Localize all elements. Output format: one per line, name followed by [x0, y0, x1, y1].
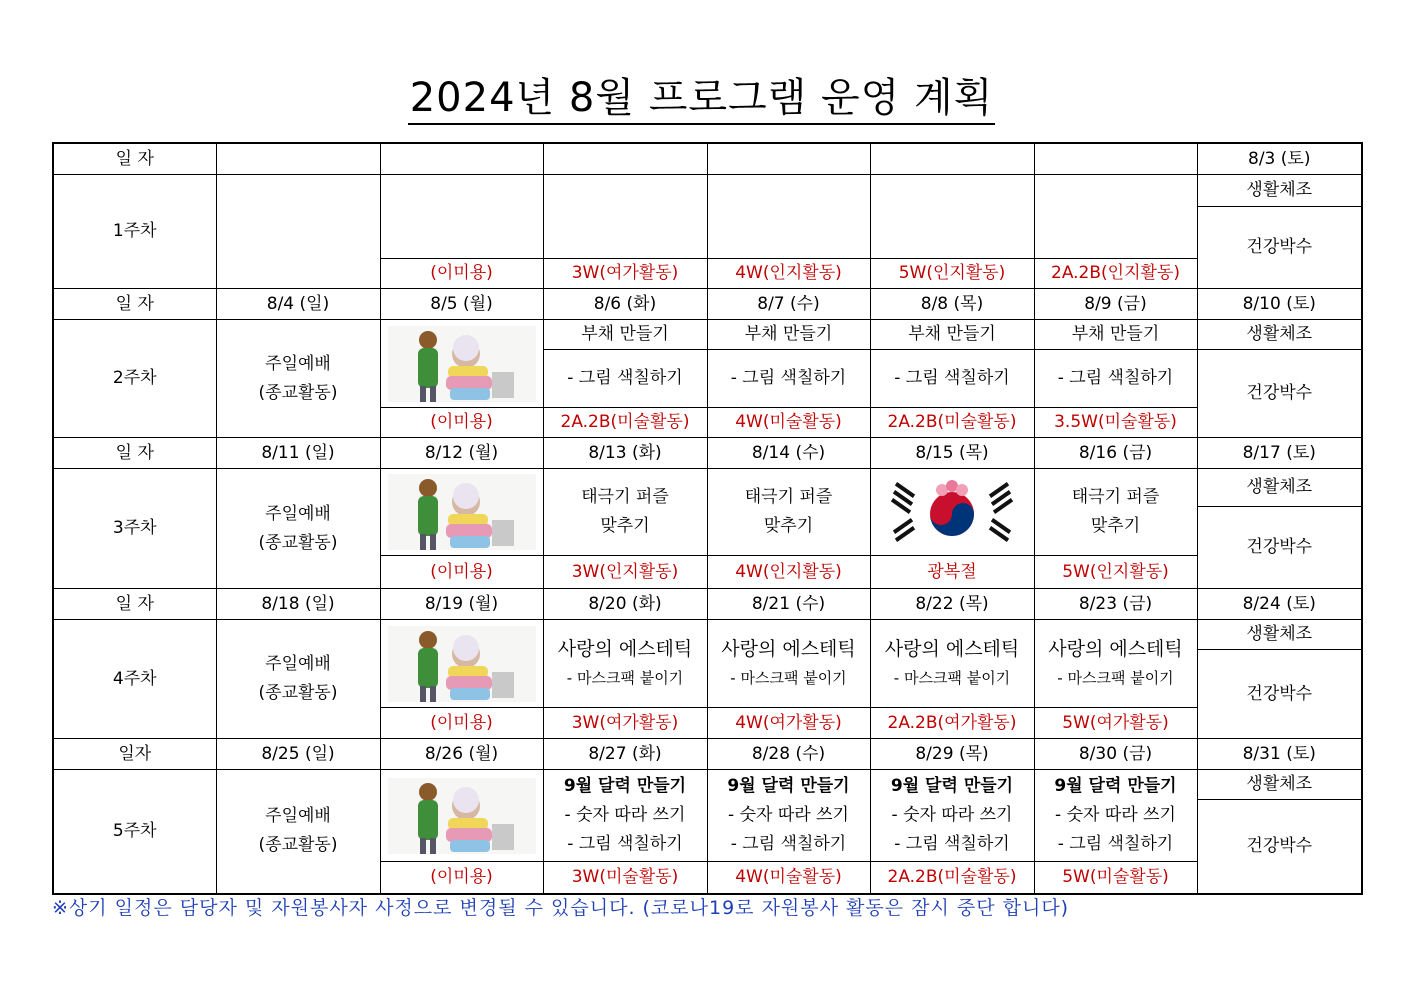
activity-calendar: 9월 달력 만들기 - 숫자 따라 쓰기 - 그림 색칠하기: [1034, 770, 1197, 862]
sub-activity: 4W(미술활동): [707, 408, 870, 438]
sub-activity: 2A.2B(미술활동): [543, 408, 707, 438]
sub-activity: 2A.2B(인지활동): [1034, 259, 1197, 289]
activity-calendar: 9월 달력 만들기 - 숫자 따라 쓰기 - 그림 색칠하기: [870, 770, 1034, 862]
date-cell: 8/12 (월): [380, 438, 543, 469]
haircut-illustration-icon: [388, 474, 536, 550]
date-cell: 8/31 (토): [1197, 739, 1362, 770]
sub-activity: 3W(여가활동): [543, 259, 707, 289]
sub-activity: (이미용): [380, 408, 543, 438]
week3-row: [53, 469, 1362, 507]
activity-puzzle: 태극기 퍼즐 맞추기: [1034, 469, 1197, 556]
date-cell: 8/7 (수): [707, 289, 870, 320]
schedule-table: [52, 142, 1363, 895]
date-cell: 8/20 (화): [543, 589, 707, 620]
haircut-image: [380, 469, 543, 556]
activity-sub: - 그림 색칠하기: [870, 350, 1034, 408]
week5-date-row: [53, 739, 1362, 770]
date-label: 일 자: [53, 289, 216, 320]
date-cell: 8/30 (금): [1034, 739, 1197, 770]
date-cell: 8/17 (토): [1197, 438, 1362, 469]
date-label: 일 자: [53, 438, 216, 469]
date-cell: 8/25 (일): [216, 739, 380, 770]
date-cell: 8/19 (월): [380, 589, 543, 620]
week3-date-row: [53, 438, 1362, 469]
activity-aesthetic: 사랑의 에스테틱 - 마스크팩 붙이기: [543, 620, 707, 708]
sub-activity: (이미용): [380, 556, 543, 589]
activity-puzzle: 태극기 퍼즐 맞추기: [707, 469, 870, 556]
sub-activity: 5W(인지활동): [870, 259, 1034, 289]
activity-title: 부채 만들기: [870, 320, 1034, 350]
sub-activity: 4W(미술활동): [707, 862, 870, 894]
page-title: 2024년 8월 프로그램 운영 계획: [0, 66, 1403, 123]
sat-bottom: 건강박수: [1197, 507, 1362, 589]
flag-image: [870, 469, 1034, 556]
date-cell: 8/14 (수): [707, 438, 870, 469]
activity-title: 부채 만들기: [1034, 320, 1197, 350]
date-cell: 8/9 (금): [1034, 289, 1197, 320]
sub-activity: 4W(여가활동): [707, 708, 870, 739]
sub-activity: 2A.2B(여가활동): [870, 708, 1034, 739]
activity-sub: - 그림 색칠하기: [543, 350, 707, 408]
activity-calendar: 9월 달력 만들기 - 숫자 따라 쓰기 - 그림 색칠하기: [543, 770, 707, 862]
date-cell: 8/5 (월): [380, 289, 543, 320]
haircut-image: [380, 770, 543, 862]
date-cell: 8/16 (금): [1034, 438, 1197, 469]
activity-title: 부채 만들기: [543, 320, 707, 350]
date-cell: 8/24 (토): [1197, 589, 1362, 620]
date-cell: 8/23 (금): [1034, 589, 1197, 620]
sub-activity: 광복절: [870, 556, 1034, 589]
sub-activity: 3W(미술활동): [543, 862, 707, 894]
activity-aesthetic: 사랑의 에스테틱 - 마스크팩 붙이기: [1034, 620, 1197, 708]
korean-flag-icon: [878, 474, 1026, 550]
activity-sub: - 그림 색칠하기: [707, 350, 870, 408]
sub-activity: 3W(여가활동): [543, 708, 707, 739]
activity-aesthetic: 사랑의 에스테틱 - 마스크팩 붙이기: [870, 620, 1034, 708]
date-cell: 8/26 (월): [380, 739, 543, 770]
activity-puzzle: 태극기 퍼즐 맞추기: [543, 469, 707, 556]
week-label: 5주차: [53, 770, 216, 894]
week-label: 3주차: [53, 469, 216, 589]
date-cell: 8/6 (화): [543, 289, 707, 320]
haircut-illustration-icon: [388, 626, 536, 702]
sub-activity: 3.5W(미술활동): [1034, 408, 1197, 438]
date-cell: 8/8 (목): [870, 289, 1034, 320]
week-label: 1주차: [53, 175, 216, 289]
sub-activity: (이미용): [380, 708, 543, 739]
date-cell: 8/29 (목): [870, 739, 1034, 770]
sunday-activity: 주일예배 (종교활동): [216, 469, 380, 589]
activity-title: 부채 만들기: [707, 320, 870, 350]
sub-activity: 5W(인지활동): [1034, 556, 1197, 589]
sat-top: 생활체조: [1197, 175, 1362, 207]
activity-calendar: 9월 달력 만들기 - 숫자 따라 쓰기 - 그림 색칠하기: [707, 770, 870, 862]
week1-row: [53, 175, 1362, 207]
haircut-illustration-icon: [388, 326, 536, 402]
date-cell: 8/27 (화): [543, 739, 707, 770]
sub-activity: (이미용): [380, 862, 543, 894]
date-cell: 8/10 (토): [1197, 289, 1362, 320]
date-cell: 8/13 (화): [543, 438, 707, 469]
haircut-illustration-icon: [388, 778, 536, 854]
footnote: ※상기 일정은 담당자 및 자원봉사자 사정으로 변경될 수 있습니다. (코로나19로 자원봉사 활동은 잠시 중단 합니다): [52, 897, 1070, 919]
date-label: 일 자: [53, 589, 216, 620]
date-cell: 8/11 (일): [216, 438, 380, 469]
sat-top: 생활체조: [1197, 320, 1362, 350]
week2-date-row: [53, 289, 1362, 320]
haircut-image: [380, 320, 543, 408]
week1-date-row: [53, 143, 1362, 175]
activity-aesthetic: 사랑의 에스테틱 - 마스크팩 붙이기: [707, 620, 870, 708]
sub-activity: 3W(인지활동): [543, 556, 707, 589]
week4-date-row: [53, 589, 1362, 620]
activity-sub: - 그림 색칠하기: [1034, 350, 1197, 408]
date-cell: 8/3 (토): [1197, 143, 1362, 175]
sunday-activity: 주일예배 (종교활동): [216, 770, 380, 894]
sub-activity: 4W(인지활동): [707, 556, 870, 589]
sat-bottom: 건강박수: [1197, 207, 1362, 289]
date-label: 일 자: [53, 143, 216, 175]
sub-activity: 2A.2B(미술활동): [870, 862, 1034, 894]
sub-activity: (이미용): [380, 259, 543, 289]
sub-activity: 2A.2B(미술활동): [870, 408, 1034, 438]
haircut-image: [380, 620, 543, 708]
sub-activity: 5W(여가활동): [1034, 708, 1197, 739]
sat-top: 생활체조: [1197, 620, 1362, 650]
date-label: 일자: [53, 739, 216, 770]
sunday-activity: 주일예배 (종교활동): [216, 620, 380, 739]
week-label: 4주차: [53, 620, 216, 739]
date-cell: 8/21 (수): [707, 589, 870, 620]
sub-activity: 4W(인지활동): [707, 259, 870, 289]
sat-top: 생활체조: [1197, 770, 1362, 800]
week2-row: [53, 320, 1362, 350]
sat-bottom: 건강박수: [1197, 350, 1362, 438]
sub-activity: 5W(미술활동): [1034, 862, 1197, 894]
sunday-activity: 주일예배 (종교활동): [216, 320, 380, 438]
date-cell: 8/28 (수): [707, 739, 870, 770]
sat-bottom: 건강박수: [1197, 800, 1362, 894]
date-cell: 8/15 (목): [870, 438, 1034, 469]
week-label: 2주차: [53, 320, 216, 438]
week4-row: [53, 620, 1362, 650]
week5-row: [53, 770, 1362, 800]
date-cell: 8/22 (목): [870, 589, 1034, 620]
date-cell: 8/18 (일): [216, 589, 380, 620]
sat-bottom: 건강박수: [1197, 650, 1362, 739]
date-cell: 8/4 (일): [216, 289, 380, 320]
sat-top: 생활체조: [1197, 469, 1362, 507]
